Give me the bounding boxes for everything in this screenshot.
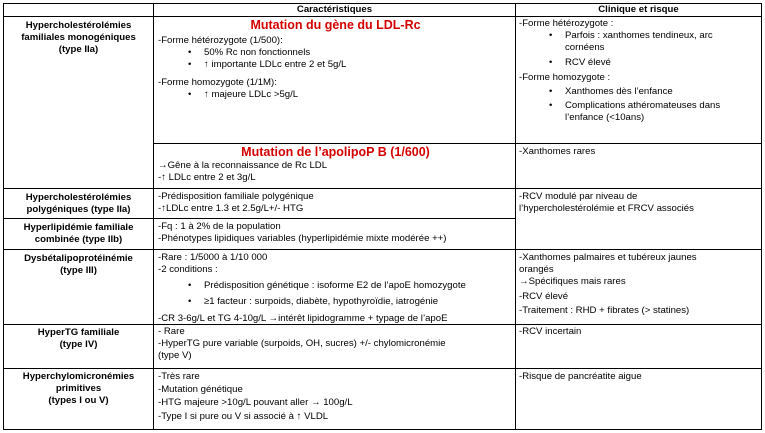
row-name-chylomicronemia: Hyperchylomicronémies primitives (types I ou V): [22, 371, 135, 407]
chylo-clinical: -Risque de pancréatite aigue: [519, 371, 642, 382]
row-divider-apob: [153, 143, 762, 144]
polygenic-characteristics: -Prédisposition familiale polygénique -↑LDLc entre 1.3 et 2.5g/L+/- HTG: [158, 191, 314, 215]
ldlr-mutation-title: Mutation du gène du LDL-Rc: [250, 18, 421, 32]
apob-mutation-title: Mutation de l’apolipoP B (1/600): [241, 145, 430, 159]
apob-mutation-cell: Mutation de l’apolipoP B (1/600) →Gêne à la reconnaissance de Rc LDL -↑ LDLc entre 2 et 3g/L: [158, 145, 513, 184]
header-clinical-risk: Clinique et risque: [598, 4, 679, 15]
border-right: [761, 3, 762, 430]
row-divider-3: [3, 249, 762, 250]
polygenic-combined-clinical: -RCV modulé par niveau de l’hypercholestérolémie et FRCV associés: [519, 191, 694, 215]
row-name-dysbetalipoproteinemia: Dysbétalipoprotéinémie (type III): [24, 253, 133, 277]
dysbeta-characteristics: -Rare : 1/5000 à 1/10 000 -2 conditions : • Prédisposition génétique : isoforme E2 de l’apoE homozygote • ≥1 facteur : surpoids, diabète, hypothyroïdie, iatrogénie -CR 3-6g/L et TG 4-10g/L →intérêt lipidogramme + typage de l’apoE: [158, 252, 514, 325]
header-divider: [3, 16, 762, 17]
row-divider-5: [3, 368, 762, 369]
row-name-polygenic: Hypercholestérolémies polygéniques (type IIa): [25, 192, 132, 216]
ldlr-mutation-cell: Mutation du gène du LDL-Rc -Forme hétérozygote (1/500): • 50% Rc non fonctionnels • ↑ importante LDLc entre 2 et 5g/L -Forme homozygote (1/1M): • ↑ majeure LDLc >5g/L: [158, 18, 513, 101]
column-divider-1: [153, 3, 154, 430]
lipid-disorders-table: [3, 3, 762, 430]
border-left: [3, 3, 4, 430]
header-characteristics: Caractéristiques: [296, 4, 373, 15]
row-name-combined: Hyperlipidémie familiale combinée (type IIb): [23, 222, 134, 246]
combined-characteristics: -Fq : 1 à 2% de la population -Phénotypes lipidiques variables (hyperlipidémie mixte modérée ++): [158, 221, 447, 245]
apob-clinical-cell: -Xanthomes rares: [519, 146, 596, 157]
ldlr-clinical-cell: -Forme hétérozygote : • Parfois : xanthomes tendineux, arc cornéens • RCV élevé -Forme homozygote : • Xanthomes dès l’enfance • Complications athéromateuses dans l’enfance (<10ans): [519, 18, 759, 125]
row-divider-1: [3, 188, 762, 189]
hypertg-clinical: -RCV incertain: [519, 326, 582, 337]
chylo-characteristics: -Très rare -Mutation génétique -HTG majeure >10g/L pouvant aller → 100g/L -Type I si pure ou V si associé à ↑ VLDL: [158, 371, 353, 422]
row-divider-2: [3, 218, 515, 219]
hypertg-characteristics: - Rare -HyperTG pure variable (surpoids, OH, sucres) +/- chylomicronémie (type V): [158, 326, 446, 362]
row-name-familial-monogenic: Hypercholestérolémies familiales monogéniques (type IIa): [21, 20, 136, 56]
border-bottom: [3, 429, 762, 430]
row-name-hypertg: HyperTG familiale (type IV): [37, 327, 120, 351]
column-divider-2: [515, 3, 516, 430]
dysbeta-clinical: -Xanthomes palmaires et tubéreux jaunes orangés →Spécifiques mais rares -RCV élevé -Traitement : RHD + fibrates (> statines): [519, 252, 697, 316]
